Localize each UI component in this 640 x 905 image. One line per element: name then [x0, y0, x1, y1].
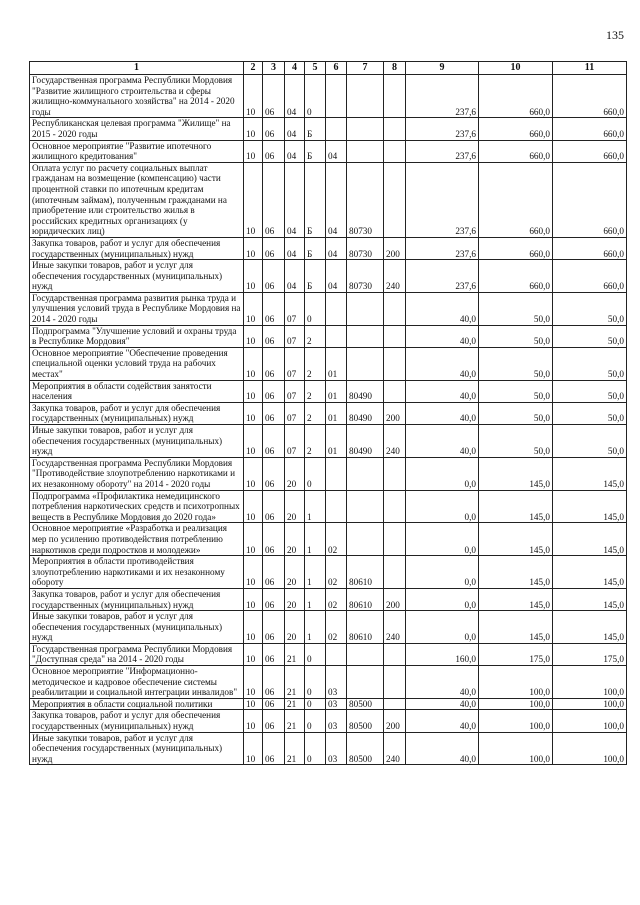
row-description: Мероприятия в области противодействия злоупотреблению наркотиками и их незаконному обороту — [30, 556, 244, 589]
table-body — [30, 75, 627, 765]
code-cell: 04 — [326, 260, 347, 293]
amount-cell: 175,0 — [479, 643, 553, 665]
code-cell — [384, 457, 406, 490]
amount-cell: 50,0 — [553, 402, 627, 424]
code-cell — [384, 325, 406, 347]
code-cell: 06 — [263, 698, 285, 710]
code-cell: 200 — [384, 402, 406, 424]
amount-cell: 660,0 — [479, 260, 553, 293]
code-cell — [326, 457, 347, 490]
code-cell: 240 — [384, 732, 406, 765]
row-description: Иные закупки товаров, работ и услуг для обеспечения государственных (муниципальных) нужд — [30, 611, 244, 644]
row-description: Иные закупки товаров, работ и услуг для обеспечения государственных (муниципальных) нужд — [30, 732, 244, 765]
code-cell — [347, 457, 384, 490]
table-row — [30, 523, 627, 556]
row-description: Государственная программа Республики Мордовия "Развитие жилищного строительства и сферы жилищно-коммунального хозяйства" на 2014 - 2020 годы — [30, 75, 244, 118]
amount-cell: 145,0 — [553, 490, 627, 523]
code-cell — [326, 292, 347, 325]
amount-cell: 660,0 — [553, 260, 627, 293]
code-cell: 06 — [263, 162, 285, 237]
code-cell: 10 — [244, 75, 263, 118]
amount-cell: 660,0 — [479, 118, 553, 140]
code-cell: 06 — [263, 556, 285, 589]
code-cell: 02 — [326, 588, 347, 610]
code-cell: 10 — [244, 237, 263, 259]
amount-cell: 660,0 — [553, 140, 627, 162]
amount-cell: 40,0 — [406, 380, 479, 402]
amount-cell: 100,0 — [479, 710, 553, 732]
code-cell: 80610 — [347, 556, 384, 589]
code-cell — [384, 380, 406, 402]
amount-cell: 160,0 — [406, 643, 479, 665]
code-cell — [384, 666, 406, 699]
code-cell: 10 — [244, 260, 263, 293]
code-cell: 0 — [305, 698, 326, 710]
table-row — [30, 347, 627, 380]
code-cell: 01 — [326, 380, 347, 402]
code-cell: 03 — [326, 698, 347, 710]
amount-cell: 40,0 — [406, 698, 479, 710]
code-cell — [347, 75, 384, 118]
column-header: 1 — [30, 62, 244, 75]
amount-cell: 660,0 — [479, 140, 553, 162]
table-row — [30, 425, 627, 458]
page-number: 135 — [606, 28, 624, 42]
amount-cell: 40,0 — [406, 710, 479, 732]
code-cell: 240 — [384, 260, 406, 293]
code-cell: 20 — [285, 490, 305, 523]
code-cell: Б — [305, 260, 326, 293]
amount-cell: 237,6 — [406, 260, 479, 293]
amount-cell: 660,0 — [553, 162, 627, 237]
code-cell — [326, 643, 347, 665]
code-cell — [347, 523, 384, 556]
column-header: 2 — [244, 62, 263, 75]
amount-cell: 50,0 — [553, 325, 627, 347]
code-cell: 10 — [244, 710, 263, 732]
row-description: Государственная программа Республики Мордовия "Противодействие злоупотреблению наркотиками и их незаконному обороту" на 2014 - 2020 годы — [30, 457, 244, 490]
column-header: 10 — [479, 62, 553, 75]
code-cell: 21 — [285, 666, 305, 699]
table-row — [30, 75, 627, 118]
amount-cell: 50,0 — [553, 425, 627, 458]
code-cell: 80490 — [347, 425, 384, 458]
table-row — [30, 666, 627, 699]
amount-cell: 40,0 — [406, 292, 479, 325]
amount-cell: 237,6 — [406, 140, 479, 162]
table-row — [30, 237, 627, 259]
amount-cell: 50,0 — [553, 380, 627, 402]
row-description: Основное мероприятие "Развитие ипотечного жилищного кредитования" — [30, 140, 244, 162]
code-cell: 06 — [263, 292, 285, 325]
code-cell: 03 — [326, 666, 347, 699]
code-cell — [384, 643, 406, 665]
code-cell: 10 — [244, 325, 263, 347]
code-cell: Б — [305, 118, 326, 140]
code-cell: 80610 — [347, 588, 384, 610]
code-cell: Б — [305, 162, 326, 237]
code-cell: 06 — [263, 666, 285, 699]
table-header-row — [30, 62, 627, 75]
table-row — [30, 162, 627, 237]
code-cell: 2 — [305, 325, 326, 347]
code-cell: 04 — [285, 162, 305, 237]
code-cell: 21 — [285, 643, 305, 665]
amount-cell: 0,0 — [406, 556, 479, 589]
code-cell: 10 — [244, 380, 263, 402]
amount-cell: 0,0 — [406, 588, 479, 610]
code-cell: 0 — [305, 457, 326, 490]
table-row — [30, 698, 627, 710]
column-header: 5 — [305, 62, 326, 75]
code-cell: 07 — [285, 402, 305, 424]
code-cell: 04 — [285, 140, 305, 162]
amount-cell: 237,6 — [406, 75, 479, 118]
code-cell: 80490 — [347, 380, 384, 402]
code-cell: 2 — [305, 402, 326, 424]
amount-cell: 50,0 — [479, 380, 553, 402]
amount-cell: 145,0 — [553, 523, 627, 556]
table-row — [30, 643, 627, 665]
code-cell: 80610 — [347, 611, 384, 644]
row-description: Основное мероприятие «Разработка и реализация мер по усилению противодействия потреблению наркотиков среди подростков и молодежи» — [30, 523, 244, 556]
code-cell: 02 — [326, 611, 347, 644]
code-cell: 21 — [285, 732, 305, 765]
amount-cell: 40,0 — [406, 666, 479, 699]
code-cell: 06 — [263, 260, 285, 293]
code-cell — [326, 325, 347, 347]
table-row — [30, 710, 627, 732]
row-description: Государственная программа Республики Мордовия "Доступная среда" на 2014 - 2020 годы — [30, 643, 244, 665]
code-cell: 20 — [285, 588, 305, 610]
row-description: Подпрограмма «Профилактика немедицинского потребления наркотических средств и психотропных веществ в Республике Мордовия до 2020 года» — [30, 490, 244, 523]
amount-cell: 145,0 — [553, 457, 627, 490]
amount-cell: 660,0 — [479, 162, 553, 237]
amount-cell: 175,0 — [553, 643, 627, 665]
table-row — [30, 292, 627, 325]
code-cell: 0 — [305, 710, 326, 732]
amount-cell: 145,0 — [479, 490, 553, 523]
column-header: 11 — [553, 62, 627, 75]
code-cell: 01 — [326, 347, 347, 380]
code-cell — [384, 523, 406, 556]
code-cell: 0 — [305, 292, 326, 325]
code-cell: Б — [305, 140, 326, 162]
code-cell — [347, 347, 384, 380]
amount-cell: 660,0 — [553, 75, 627, 118]
amount-cell: 100,0 — [479, 666, 553, 699]
code-cell — [384, 556, 406, 589]
amount-cell: 145,0 — [479, 611, 553, 644]
code-cell: 10 — [244, 347, 263, 380]
code-cell — [326, 75, 347, 118]
code-cell: 2 — [305, 380, 326, 402]
row-description: Закупка товаров, работ и услуг для обеспечения государственных (муниципальных) нужд — [30, 402, 244, 424]
code-cell: 06 — [263, 611, 285, 644]
code-cell: 1 — [305, 490, 326, 523]
amount-cell: 145,0 — [479, 556, 553, 589]
code-cell: 02 — [326, 556, 347, 589]
amount-cell: 100,0 — [553, 698, 627, 710]
code-cell — [384, 162, 406, 237]
code-cell — [326, 118, 347, 140]
code-cell: 03 — [326, 710, 347, 732]
code-cell: 06 — [263, 75, 285, 118]
amount-cell: 50,0 — [479, 425, 553, 458]
column-header: 8 — [384, 62, 406, 75]
code-cell: 20 — [285, 523, 305, 556]
column-header: 9 — [406, 62, 479, 75]
column-header: 7 — [347, 62, 384, 75]
code-cell: 20 — [285, 556, 305, 589]
code-cell: 1 — [305, 523, 326, 556]
code-cell: 04 — [326, 237, 347, 259]
code-cell: 07 — [285, 292, 305, 325]
amount-cell: 145,0 — [479, 588, 553, 610]
amount-cell: 145,0 — [553, 611, 627, 644]
amount-cell: 237,6 — [406, 162, 479, 237]
code-cell: 200 — [384, 588, 406, 610]
code-cell: 200 — [384, 237, 406, 259]
code-cell: 10 — [244, 118, 263, 140]
table-row — [30, 732, 627, 765]
amount-cell: 237,6 — [406, 118, 479, 140]
code-cell: 06 — [263, 643, 285, 665]
code-cell — [384, 75, 406, 118]
table-row — [30, 380, 627, 402]
amount-cell: 145,0 — [553, 588, 627, 610]
code-cell: 06 — [263, 325, 285, 347]
code-cell: 06 — [263, 237, 285, 259]
budget-table — [29, 61, 627, 765]
row-description: Мероприятия в области социальной политики — [30, 698, 244, 710]
code-cell: 20 — [285, 611, 305, 644]
column-header: 3 — [263, 62, 285, 75]
amount-cell: 50,0 — [553, 347, 627, 380]
table-row — [30, 260, 627, 293]
amount-cell: 100,0 — [553, 710, 627, 732]
table-row — [30, 588, 627, 610]
amount-cell: 237,6 — [406, 237, 479, 259]
row-description: Оплата услуг по расчету социальных выплат гражданам на возмещение (компенсацию) части процентной ставки по ипотечным кредитам (ипотечным займам), полученным гражданами на приобретение или строительство жилья в российских кредитных организациях (у юридических лиц) — [30, 162, 244, 237]
code-cell: 1 — [305, 611, 326, 644]
code-cell: 80730 — [347, 260, 384, 293]
code-cell: 10 — [244, 732, 263, 765]
code-cell: 21 — [285, 710, 305, 732]
amount-cell: 50,0 — [479, 325, 553, 347]
code-cell: 2 — [305, 347, 326, 380]
code-cell: 06 — [263, 140, 285, 162]
amount-cell: 100,0 — [479, 732, 553, 765]
code-cell — [384, 490, 406, 523]
code-cell — [384, 292, 406, 325]
code-cell: 04 — [285, 237, 305, 259]
row-description: Иные закупки товаров, работ и услуг для обеспечения государственных (муниципальных) нужд — [30, 425, 244, 458]
code-cell: 10 — [244, 523, 263, 556]
code-cell — [347, 325, 384, 347]
code-cell: 06 — [263, 490, 285, 523]
code-cell: 1 — [305, 556, 326, 589]
row-description: Мероприятия в области содействия занятости населения — [30, 380, 244, 402]
amount-cell: 145,0 — [479, 457, 553, 490]
code-cell: 10 — [244, 402, 263, 424]
row-description: Закупка товаров, работ и услуг для обеспечения государственных (муниципальных) нужд — [30, 588, 244, 610]
code-cell: 06 — [263, 347, 285, 380]
code-cell — [384, 140, 406, 162]
table-row — [30, 325, 627, 347]
table-row — [30, 118, 627, 140]
code-cell: 10 — [244, 292, 263, 325]
code-cell: 10 — [244, 162, 263, 237]
code-cell: 04 — [285, 118, 305, 140]
row-description: Подпрограмма "Улучшение условий и охраны труда в Республике Мордовия" — [30, 325, 244, 347]
code-cell: 04 — [326, 140, 347, 162]
row-description: Республиканская целевая программа "Жилище" на 2015 - 2020 годы — [30, 118, 244, 140]
code-cell: 06 — [263, 588, 285, 610]
code-cell: 20 — [285, 457, 305, 490]
code-cell: 01 — [326, 402, 347, 424]
table-row — [30, 556, 627, 589]
code-cell: 06 — [263, 732, 285, 765]
code-cell: 0 — [305, 75, 326, 118]
code-cell — [384, 347, 406, 380]
amount-cell: 0,0 — [406, 490, 479, 523]
code-cell: 2 — [305, 425, 326, 458]
code-cell: 01 — [326, 425, 347, 458]
code-cell: 07 — [285, 380, 305, 402]
code-cell — [347, 490, 384, 523]
amount-cell: 0,0 — [406, 611, 479, 644]
code-cell: 80730 — [347, 237, 384, 259]
code-cell: Б — [305, 237, 326, 259]
code-cell: 04 — [326, 162, 347, 237]
amount-cell: 50,0 — [479, 292, 553, 325]
code-cell: 80500 — [347, 732, 384, 765]
code-cell — [347, 666, 384, 699]
amount-cell: 0,0 — [406, 523, 479, 556]
code-cell — [326, 490, 347, 523]
amount-cell: 0,0 — [406, 457, 479, 490]
code-cell: 04 — [285, 75, 305, 118]
code-cell: 10 — [244, 490, 263, 523]
code-cell: 06 — [263, 457, 285, 490]
code-cell: 02 — [326, 523, 347, 556]
amount-cell: 660,0 — [479, 75, 553, 118]
code-cell: 06 — [263, 523, 285, 556]
amount-cell: 660,0 — [553, 118, 627, 140]
row-description: Основное мероприятие "Информационно-методическое и кадровое обеспечение системы реабилитации и социальной интеграции инвалидов" — [30, 666, 244, 699]
code-cell: 80500 — [347, 698, 384, 710]
amount-cell: 40,0 — [406, 347, 479, 380]
row-description: Иные закупки товаров, работ и услуг для обеспечения государственных (муниципальных) нужд — [30, 260, 244, 293]
code-cell: 06 — [263, 118, 285, 140]
code-cell: 1 — [305, 588, 326, 610]
code-cell: 10 — [244, 611, 263, 644]
code-cell: 10 — [244, 140, 263, 162]
row-description: Государственная программа развития рынка труда и улучшения условий труда в Республике Мордовия на 2014 - 2020 годы — [30, 292, 244, 325]
row-description: Закупка товаров, работ и услуг для обеспечения государственных (муниципальных) нужд — [30, 710, 244, 732]
code-cell — [347, 292, 384, 325]
code-cell: 80730 — [347, 162, 384, 237]
code-cell: 07 — [285, 325, 305, 347]
code-cell: 0 — [305, 643, 326, 665]
amount-cell: 100,0 — [479, 698, 553, 710]
code-cell: 07 — [285, 425, 305, 458]
row-description: Закупка товаров, работ и услуг для обеспечения государственных (муниципальных) нужд — [30, 237, 244, 259]
column-header: 4 — [285, 62, 305, 75]
amount-cell: 40,0 — [406, 402, 479, 424]
column-header: 6 — [326, 62, 347, 75]
code-cell: 0 — [305, 732, 326, 765]
code-cell — [384, 118, 406, 140]
code-cell: 10 — [244, 556, 263, 589]
amount-cell: 40,0 — [406, 425, 479, 458]
code-cell: 240 — [384, 425, 406, 458]
amount-cell: 100,0 — [553, 666, 627, 699]
code-cell: 0 — [305, 666, 326, 699]
code-cell: 06 — [263, 425, 285, 458]
amount-cell: 145,0 — [479, 523, 553, 556]
code-cell: 10 — [244, 698, 263, 710]
code-cell: 80500 — [347, 710, 384, 732]
code-cell: 10 — [244, 666, 263, 699]
code-cell — [347, 118, 384, 140]
code-cell — [347, 643, 384, 665]
amount-cell: 40,0 — [406, 325, 479, 347]
table-row — [30, 140, 627, 162]
amount-cell: 660,0 — [479, 237, 553, 259]
code-cell: 06 — [263, 402, 285, 424]
table-row — [30, 611, 627, 644]
amount-cell: 50,0 — [479, 347, 553, 380]
code-cell: 04 — [285, 260, 305, 293]
amount-cell: 660,0 — [553, 237, 627, 259]
code-cell: 10 — [244, 643, 263, 665]
code-cell — [384, 698, 406, 710]
code-cell: 21 — [285, 698, 305, 710]
amount-cell: 40,0 — [406, 732, 479, 765]
code-cell — [347, 140, 384, 162]
table-row — [30, 457, 627, 490]
code-cell: 07 — [285, 347, 305, 380]
code-cell: 03 — [326, 732, 347, 765]
code-cell: 80490 — [347, 402, 384, 424]
code-cell: 06 — [263, 380, 285, 402]
code-cell: 10 — [244, 425, 263, 458]
code-cell: 06 — [263, 710, 285, 732]
code-cell: 10 — [244, 588, 263, 610]
amount-cell: 50,0 — [553, 292, 627, 325]
amount-cell: 100,0 — [553, 732, 627, 765]
row-description: Основное мероприятие "Обеспечение проведения специальной оценки условий труда на рабочих местах" — [30, 347, 244, 380]
table-row — [30, 490, 627, 523]
table-row — [30, 402, 627, 424]
amount-cell: 145,0 — [553, 556, 627, 589]
amount-cell: 50,0 — [479, 402, 553, 424]
code-cell: 10 — [244, 457, 263, 490]
code-cell: 240 — [384, 611, 406, 644]
code-cell: 200 — [384, 710, 406, 732]
